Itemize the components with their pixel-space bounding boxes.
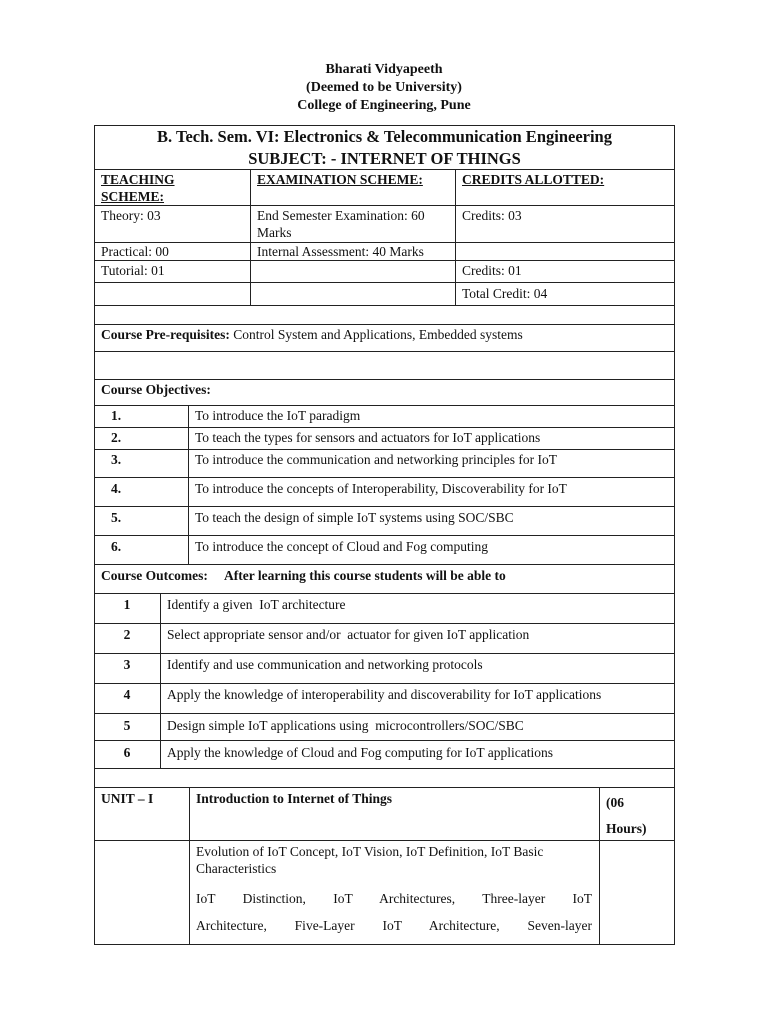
- theory-credits: Credits: 03: [462, 208, 522, 223]
- outcome-number: 6: [123, 745, 131, 760]
- institution-status: (Deemed to be University): [306, 80, 462, 95]
- outcome-text: Design simple IoT applications using microcontrollers/SOC/SBC: [167, 718, 524, 733]
- college-name: College of Engineering, Pune: [297, 98, 471, 113]
- outcome-number: 3: [123, 657, 131, 672]
- examination-scheme-heading: EXAMINATION SCHEME:: [257, 172, 423, 187]
- objective-text: To introduce the concepts of Interoperability, Discoverability for IoT: [195, 481, 567, 496]
- unit-content: IoT Distinction, IoT Architectures, Three-layer IoT: [196, 891, 592, 906]
- total-credit: Total Credit: 04: [462, 286, 548, 301]
- course-objectives-heading: Course Objectives:: [101, 382, 211, 397]
- subject-title: SUBJECT: - INTERNET OF THINGS: [248, 149, 521, 168]
- course-title: B. Tech. Sem. VI: Electronics & Telecommunication Engineering: [157, 127, 612, 146]
- unit-label: UNIT – I: [101, 791, 154, 806]
- outcome-text: Identify and use communication and networking protocols: [167, 657, 483, 672]
- outcome-number: 1: [123, 597, 131, 612]
- end-semester-exam: End Semester Examination: 60 Marks: [257, 208, 425, 240]
- outcome-text: Select appropriate sensor and/or actuator for given IoT application: [167, 627, 530, 642]
- institution-header: [0, 61, 768, 115]
- objective-text: To teach the design of simple IoT systems using SOC/SBC: [195, 510, 514, 525]
- tutorial-credits: Credits: 01: [462, 263, 522, 278]
- unit-hours: [599, 789, 675, 843]
- theory-hours: Theory: 03: [101, 208, 161, 223]
- objective-text: To introduce the communication and networking principles for IoT: [195, 452, 557, 467]
- internal-assessment: Internal Assessment: 40 Marks: [257, 244, 424, 259]
- objective-text: To teach the types for sensors and actuators for IoT applications: [195, 430, 541, 445]
- unit-hours-value: (06: [606, 795, 624, 810]
- unit-content: Architecture, Five-Layer IoT Architecture, Seven-layer: [196, 918, 592, 933]
- outcome-text: Identify a given IoT architecture: [167, 597, 346, 612]
- prerequisites-text: Control System and Applications, Embedded systems: [229, 327, 523, 342]
- tutorial-hours: Tutorial: 01: [101, 263, 165, 278]
- outcome-number: 4: [123, 687, 131, 702]
- objective-number: 6.: [110, 539, 122, 554]
- teaching-scheme-heading: TEACHING SCHEME:: [101, 172, 175, 204]
- course-prerequisites: [94, 325, 675, 344]
- course-outcomes-heading: Course Outcomes: After learning this course students will be able to: [101, 568, 506, 583]
- prerequisites-label: Course Pre-requisites:: [101, 327, 230, 342]
- objective-text: To introduce the concept of Cloud and Fog computing: [195, 539, 488, 554]
- objective-number: 1.: [110, 408, 122, 423]
- unit-title: Introduction to Internet of Things: [196, 791, 393, 806]
- credits-allotted-heading: CREDITS ALLOTTED:: [462, 172, 605, 187]
- outcome-number: 2: [123, 627, 131, 642]
- objective-text: To introduce the IoT paradigm: [195, 408, 361, 423]
- objective-number: 3.: [110, 452, 122, 467]
- outcome-text: Apply the knowledge of interoperability and discoverability for IoT applications: [167, 687, 602, 702]
- outcome-number: 5: [123, 718, 131, 733]
- objective-number: 5.: [110, 510, 122, 525]
- objective-number: 2.: [110, 430, 122, 445]
- practical-hours: Practical: 00: [101, 244, 169, 259]
- objective-number: 4.: [110, 481, 122, 496]
- outcome-text: Apply the knowledge of Cloud and Fog computing for IoT applications: [167, 745, 553, 760]
- institution-name: Bharati Vidyapeeth: [325, 62, 443, 77]
- unit-content: Evolution of IoT Concept, IoT Vision, IoT Definition, IoT Basic Characteristics: [196, 844, 544, 876]
- unit-hours-label: Hours): [606, 821, 647, 836]
